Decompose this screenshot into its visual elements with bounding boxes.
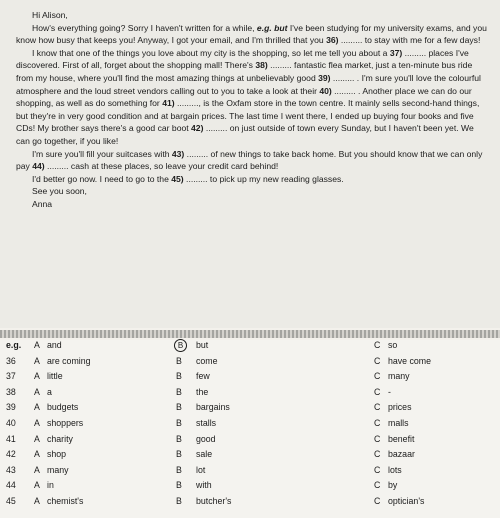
greeting: Hi Alison, <box>32 10 68 20</box>
option-word-b: sale <box>196 449 213 460</box>
option-row <box>0 434 500 448</box>
option-letter-a: A <box>34 449 40 460</box>
option-word-a: in <box>47 480 54 491</box>
closing: See you soon, <box>32 186 87 197</box>
option-word-c: bazaar <box>388 449 415 460</box>
example-answer: e.g. but <box>256 22 288 33</box>
text-run: I've been studying for my university exams, and you know how busy that keeps you! Anyway, I got your email, and I'm thrilled that you <box>16 22 487 46</box>
option-letter-b <box>176 340 190 352</box>
text-run: ......... of new things to take back home. But you should know that we can only pay <box>16 148 483 172</box>
option-word-c: have come <box>388 355 432 366</box>
option-word-b: stalls <box>196 418 217 428</box>
text-run: ......... cash at these places, so leave your credit card behind! <box>44 161 279 172</box>
gap-number: 39) <box>318 72 331 83</box>
text-run: ......... . Another place we can do our shopping, as well as do something for <box>16 85 472 109</box>
option-word-b: but <box>196 340 209 350</box>
gap-number: 43) <box>171 148 185 159</box>
option-letter-b: B <box>176 496 182 506</box>
option-word-a: chemist's <box>47 496 84 506</box>
gap-number: 37) <box>389 47 403 58</box>
gap-number: 38) <box>255 60 268 71</box>
question-number: 38 <box>6 386 16 397</box>
option-word-a: shop <box>47 449 67 460</box>
gap-number: 45) <box>171 173 184 184</box>
gap-number: 42) <box>191 123 204 134</box>
option-letter-c: C <box>374 418 381 428</box>
option-letter-a: A <box>34 433 40 444</box>
option-letter-a: A <box>34 480 40 491</box>
option-letter-b: B <box>176 355 182 366</box>
option-letter-a: A <box>34 496 40 506</box>
text-run: I'd better go now. I need to go to the <box>32 173 172 184</box>
letter-paragraph <box>16 47 488 148</box>
option-row <box>0 480 500 494</box>
text-run: ........., is the Oxfam store in the town centre. It mainly sells second-hand things, but they're in very good condition and at bargain prices. The last time I went there, I ended up buying four books and five CDs! My brother says there's a good car boot <box>16 98 480 134</box>
option-letter-b: B <box>176 449 182 460</box>
option-row <box>0 418 500 432</box>
option-word-b: with <box>196 480 212 491</box>
option-row <box>0 356 500 370</box>
option-word-a: budgets <box>47 402 79 413</box>
option-word-c: prices <box>388 402 412 413</box>
option-row <box>0 465 500 479</box>
option-word-c: by <box>388 480 398 491</box>
option-word-b: few <box>196 371 210 382</box>
option-word-c: - <box>388 386 391 397</box>
question-number: 42 <box>6 449 16 460</box>
option-letter-a: A <box>34 418 40 428</box>
option-word-a: little <box>47 371 63 382</box>
text-run: ......... to pick up my new reading glasses. <box>183 173 344 184</box>
option-letter-c: C <box>374 480 381 491</box>
option-letter-c: C <box>374 386 381 397</box>
option-letter-c: C <box>374 340 381 350</box>
text-run: I'm sure you'll fill your suitcases with <box>32 148 172 159</box>
divider <box>0 330 500 338</box>
option-letter-c: C <box>374 355 381 366</box>
gap-number: 36) <box>326 35 339 46</box>
option-letter-a: A <box>34 340 40 350</box>
text-run: ......... . I'm sure you'll love the colourful atmosphere and the loud street vendors calling out to you to take a look at their <box>16 72 481 96</box>
text-run: I know that one of the things you love about my city is the shopping, so let me tell you about a <box>32 47 390 58</box>
option-letter-c: C <box>374 433 381 444</box>
option-letter-b: B <box>176 480 182 491</box>
option-row <box>0 449 500 463</box>
option-word-c: many <box>388 371 410 382</box>
option-word-a: are coming <box>47 355 91 366</box>
question-number: 43 <box>6 464 16 475</box>
question-number: 36 <box>6 355 16 366</box>
question-number: 41 <box>6 433 16 444</box>
option-word-b: the <box>196 386 209 397</box>
option-word-a: and <box>47 340 62 350</box>
option-word-a: many <box>47 464 69 475</box>
gap-number: 44) <box>32 161 45 172</box>
option-word-c: optician's <box>388 496 425 506</box>
question-number: 40 <box>6 418 16 428</box>
option-letter-c: C <box>374 402 381 413</box>
option-letter-b: B <box>176 402 182 413</box>
text-run: ......... fantastic flea market, just a ten-minute bus ride from my house, where you'll find the most amazing things at unbelievably good <box>16 60 473 83</box>
letter-paragraph <box>16 173 488 186</box>
question-number: 44 <box>6 480 16 491</box>
option-letter-a: A <box>34 402 40 413</box>
option-row <box>0 402 500 416</box>
gap-number: 40) <box>319 85 332 96</box>
option-word-a: a <box>47 386 52 397</box>
gap-number: 41) <box>162 98 175 109</box>
option-letter-c: C <box>374 464 381 475</box>
text-run: ......... places I've discovered. First of all, forget about the shopping mall! There's <box>16 47 469 71</box>
circled-answer: B <box>174 339 187 352</box>
option-word-c: malls <box>388 418 409 428</box>
option-letter-b: B <box>176 464 182 475</box>
option-row <box>0 371 500 385</box>
option-word-a: shoppers <box>47 418 84 428</box>
option-letter-a: A <box>34 371 40 382</box>
question-number: 39 <box>6 402 16 413</box>
answer-options <box>0 340 500 518</box>
option-letter-b: B <box>176 371 182 382</box>
option-word-a: charity <box>47 433 73 444</box>
option-letter-c: C <box>374 496 381 506</box>
text-run: ......... on just outside of town every Sunday, but I haven't been yet. We can go together, if you like! <box>16 123 474 146</box>
option-word-c: lots <box>388 464 402 475</box>
option-letter-b: B <box>176 386 182 397</box>
letter-body <box>16 22 488 186</box>
option-letter-a: A <box>34 355 40 366</box>
option-word-b: bargains <box>196 402 230 413</box>
option-word-b: lot <box>196 464 206 475</box>
question-number: 37 <box>6 371 16 382</box>
option-letter-c: C <box>374 449 381 460</box>
option-word-c: benefit <box>388 433 415 444</box>
option-letter-b: B <box>176 418 182 428</box>
option-letter-b: B <box>176 433 182 444</box>
question-number: e.g. <box>6 340 22 350</box>
signature: Anna <box>32 198 53 209</box>
letter-paragraph <box>16 22 488 47</box>
text-run: How's everything going? Sorry I haven't written for a while, <box>32 22 257 33</box>
option-row <box>0 387 500 401</box>
option-word-c: so <box>388 340 398 350</box>
option-letter-a: A <box>34 464 40 475</box>
option-word-b: come <box>196 355 218 366</box>
option-word-b: butcher's <box>196 496 232 506</box>
option-letter-c: C <box>374 371 381 382</box>
option-row <box>0 340 500 354</box>
option-letter-a: A <box>34 386 40 397</box>
option-row <box>0 496 500 510</box>
letter-paragraph <box>16 148 488 173</box>
text-run: ......... to stay with me for a few days! <box>338 35 481 46</box>
question-number: 45 <box>6 496 16 506</box>
option-word-b: good <box>196 433 216 444</box>
